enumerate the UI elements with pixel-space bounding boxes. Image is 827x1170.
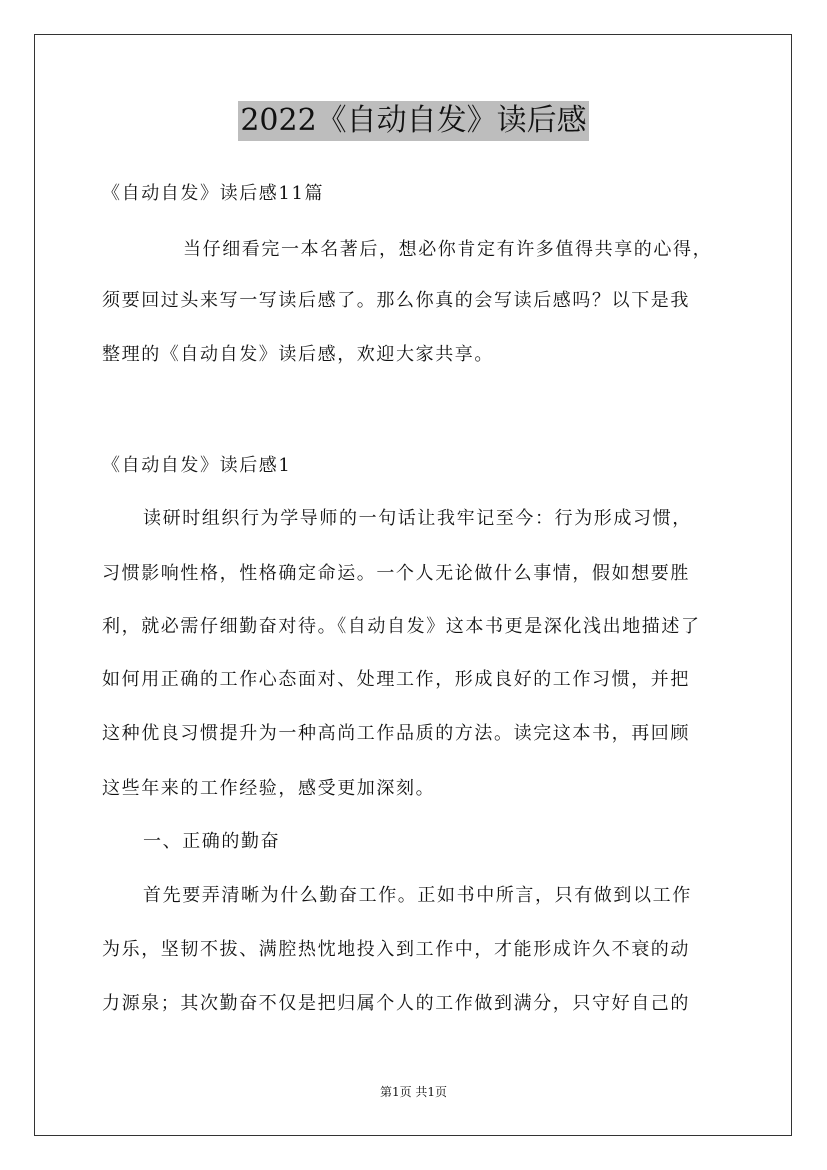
body-line-1: 读研时组织行为学导师的一句话让我牢记至今：行为形成习惯，	[143, 508, 692, 529]
body-line-5: 这种优良习惯提升为一种高尚工作品质的方法。读完这本书，再回顾	[102, 723, 690, 744]
body-line-4: 如何用正确的工作心态面对、处理工作，形成良好的工作习惯，并把	[102, 669, 690, 690]
document-subtitle: 《自动自发》读后感11篇	[102, 183, 325, 204]
intro-line-2: 须要回过头来写一写读后感了。那么你真的会写读后感吗？以下是我	[102, 290, 690, 311]
body2-line-3: 力源泉；其次勤奋不仅是把归属个人的工作做到满分，只守好自己的	[102, 993, 690, 1014]
body-line-6: 这些年来的工作经验，感受更加深刻。	[102, 778, 436, 799]
body2-line-2: 为乐，坚韧不拔、满腔热忱地投入到工作中，才能形成许久不衰的动	[102, 939, 690, 960]
body-line-2: 习惯影响性格，性格确定命运。一个人无论做什么事情，假如想要胜	[102, 563, 690, 584]
body2-line-1: 首先要弄清晰为什么勤奋工作。正如书中所言，只有做到以工作	[143, 885, 692, 906]
intro-line-1: 当仔细看完一本名著后，想必你肯定有许多值得共享的心得，	[183, 239, 713, 260]
body-line-3: 利，就必需仔细勤奋对待。《自动自发》这本书更是深化浅出地描述了	[102, 616, 701, 637]
section-heading: 《自动自发》读后感1	[102, 455, 292, 476]
subheading: 一、正确的勤奋	[143, 831, 281, 852]
document-title: 2022《自动自发》读后感	[238, 101, 588, 141]
page-footer: 第1页 共1页	[379, 1085, 448, 1099]
title-container	[0, 101, 827, 141]
intro-line-3: 整理的《自动自发》读后感，欢迎大家共享。	[102, 344, 494, 365]
